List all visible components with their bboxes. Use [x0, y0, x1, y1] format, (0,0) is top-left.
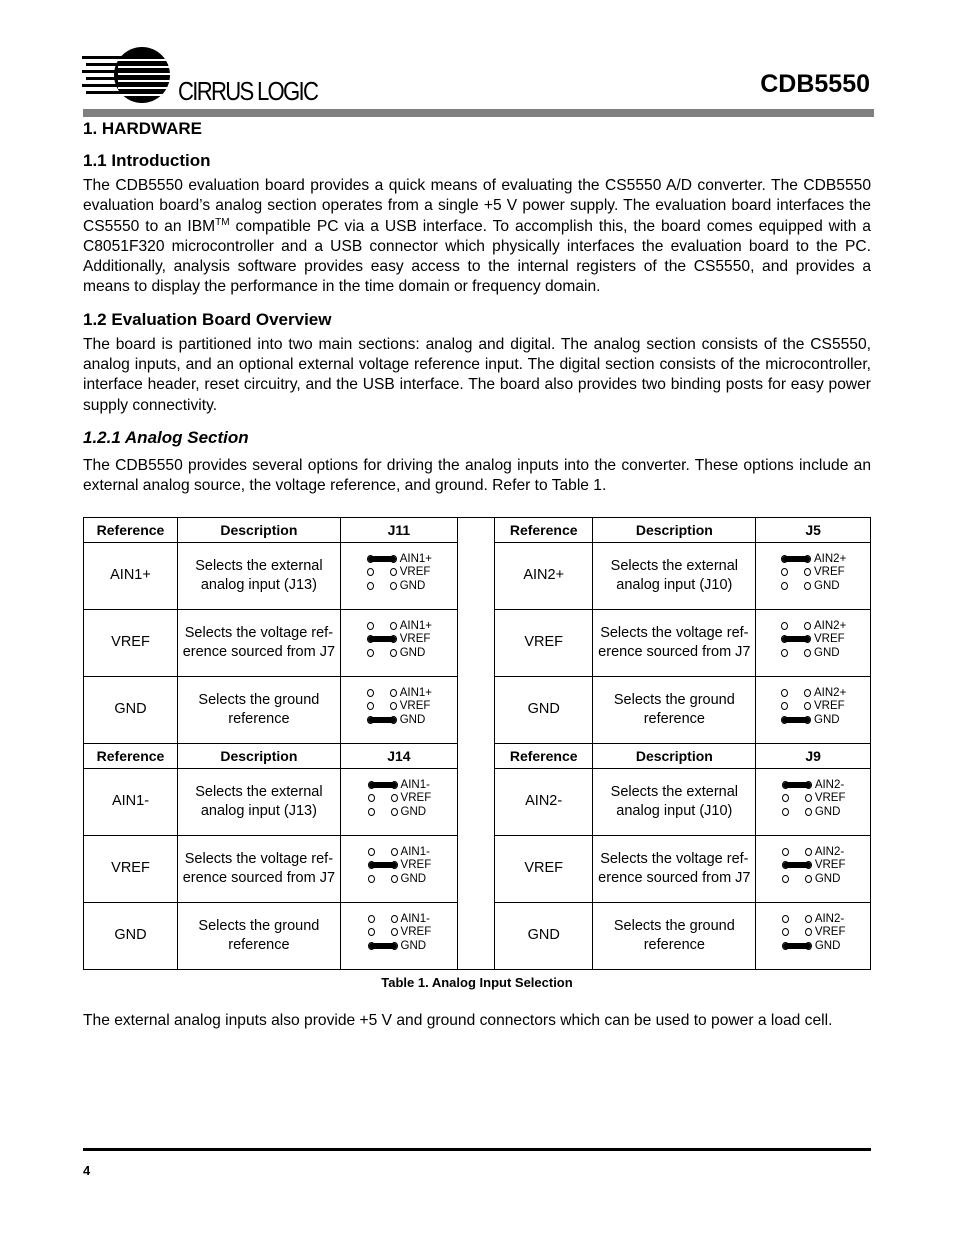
pin-icon [782, 848, 789, 856]
jumper-pins [780, 566, 814, 579]
jumper-pins [367, 806, 401, 819]
section-heading: 1.2.1 Analog Section [83, 427, 249, 447]
closing-paragraph: The external analog inputs also provide +5 V and ground connectors which can be used to power a load cell. [83, 1011, 833, 1029]
jumper-row [367, 940, 432, 954]
pin-icon [804, 582, 811, 590]
jumper-label: AIN1+ [399, 686, 433, 699]
jumper-label: GND [400, 939, 427, 952]
jumper-row [780, 620, 846, 634]
jumper-diagram [781, 779, 846, 820]
pin-icon [390, 582, 397, 590]
pin-icon [781, 622, 788, 630]
jumper-label: GND [400, 872, 427, 885]
header-row [495, 743, 871, 768]
jumper-pins [781, 940, 815, 953]
reference-cell: GND [84, 676, 178, 743]
overview-paragraph: The board is partitioned into two main sections: analog and digital. The analog section consists of the CS5550, analog inputs, and an optional external voltage reference input. The digital section consists of the microcontroller, interface header, reset circuitry, and the USB interface. The board also provides two binding posts for easy power supply connectivity. [83, 335, 871, 414]
cirrus-logic-logo [82, 46, 332, 106]
reference-cell: AIN1+ [84, 542, 178, 609]
pin-icon [805, 875, 812, 883]
jumper-label: AIN2+ [814, 686, 847, 699]
pin-icon [390, 622, 397, 630]
jumper-label: AIN1- [400, 778, 430, 791]
jumper-row [366, 700, 432, 714]
pin-icon [782, 794, 789, 802]
jumper-label: GND [814, 646, 840, 659]
pin-icon [804, 702, 811, 710]
pin-icon [367, 582, 374, 590]
jumper-row [367, 859, 432, 873]
pin-icon [805, 848, 812, 856]
reference-cell: GND [495, 902, 593, 969]
jumper-label: GND [400, 805, 427, 818]
jumper-row [366, 714, 432, 728]
jumper-cell [756, 835, 871, 902]
jumper-row [780, 714, 846, 728]
jumper-label: VREF [400, 926, 432, 939]
jumper-pins [367, 846, 401, 859]
jumper-pins [366, 633, 400, 646]
jumper-label: AIN2- [814, 912, 845, 925]
jumper-pins [780, 633, 814, 646]
table-spacer [458, 517, 494, 970]
analog-input-table-right [494, 517, 871, 970]
pin-icon [368, 808, 375, 816]
jumper-pins [781, 913, 815, 926]
description-cell: Selects the voltage ref-erence sourced from J7 [178, 835, 341, 902]
jumper-diagram [780, 620, 846, 661]
pin-icon [367, 568, 374, 576]
jumper-pins [367, 779, 401, 792]
table-row [84, 609, 458, 676]
content-column [83, 119, 871, 1031]
table-row [84, 542, 458, 609]
jumper-row [780, 647, 846, 661]
jumper-label: VREF [399, 700, 431, 713]
jumper-row [781, 940, 846, 954]
jumper-row [367, 806, 432, 820]
column-header: Description [178, 517, 341, 542]
jumper-diagram [780, 553, 846, 594]
jumper-pins [781, 846, 815, 859]
jumper-pins [367, 913, 401, 926]
pin-icon [390, 568, 397, 576]
jumper-cell [340, 609, 457, 676]
pin-icon [368, 848, 375, 856]
jumper-pins [367, 926, 401, 939]
jumper-cell [340, 768, 457, 835]
jumper-pins [366, 620, 400, 633]
pin-icon [781, 649, 788, 657]
jumper-diagram [781, 913, 846, 954]
jumper-pins [366, 687, 400, 700]
jumper-row [780, 700, 846, 714]
pin-icon [805, 915, 812, 923]
jumper-shunt-icon [782, 717, 810, 723]
jumper-row [781, 806, 846, 820]
jumper-pins [780, 647, 814, 660]
analog-input-table-left [83, 517, 458, 970]
jumper-label: AIN1- [400, 845, 430, 858]
description-cell: Selects the voltage ref-erence sourced from J7 [178, 609, 341, 676]
header-row [495, 517, 871, 542]
pin-icon [391, 928, 398, 936]
jumper-cell [340, 676, 457, 743]
column-header: J9 [756, 743, 871, 768]
table-row [495, 609, 871, 676]
pin-icon [367, 622, 374, 630]
section-heading: 1.2 Evaluation Board Overview [83, 309, 332, 329]
jumper-diagram [366, 620, 432, 661]
jumper-pins [780, 687, 814, 700]
pin-icon [804, 568, 811, 576]
table-row [495, 902, 871, 969]
description-cell: Selects the voltage ref-erence sourced from J7 [593, 609, 756, 676]
reference-cell: VREF [495, 609, 593, 676]
jumper-label: AIN2- [814, 845, 845, 858]
jumper-row [366, 633, 432, 647]
jumper-row [367, 779, 432, 793]
reference-cell: VREF [84, 835, 178, 902]
document-title: CDB5550 [760, 70, 870, 98]
jumper-diagram [780, 687, 846, 728]
jumper-shunt-icon [783, 782, 811, 788]
pin-icon [391, 794, 398, 802]
pin-icon [804, 622, 811, 630]
description-cell: Selects the ground reference [178, 902, 341, 969]
column-header: Reference [495, 743, 593, 768]
jumper-label: VREF [400, 792, 432, 805]
jumper-diagram [366, 687, 432, 728]
jumper-label: AIN2+ [814, 552, 847, 565]
column-header: Description [593, 743, 756, 768]
pin-icon [804, 649, 811, 657]
jumper-pins [366, 553, 400, 566]
jumper-shunt-icon [783, 943, 811, 949]
jumper-row [366, 620, 432, 634]
jumper-label: GND [399, 579, 426, 592]
jumper-label: VREF [814, 926, 846, 939]
jumper-pins [366, 580, 400, 593]
jumper-pins [367, 792, 401, 805]
pin-icon [391, 875, 398, 883]
jumper-pins [781, 926, 815, 939]
pin-icon [390, 649, 397, 657]
jumper-row [781, 913, 846, 927]
jumper-diagram [367, 913, 432, 954]
jumper-shunt-icon [368, 556, 396, 562]
jumper-shunt-icon [369, 943, 397, 949]
logo-mark-icon [82, 46, 177, 104]
table-row [495, 676, 871, 743]
section-heading: 1. HARDWARE [83, 119, 203, 138]
pin-icon [390, 702, 397, 710]
jumper-pins [781, 779, 815, 792]
pin-icon [368, 875, 375, 883]
pin-icon [805, 794, 812, 802]
pin-icon [367, 702, 374, 710]
table-row [84, 835, 458, 902]
jumper-label: AIN2+ [814, 619, 847, 632]
jumper-label: VREF [399, 633, 431, 646]
pin-icon [805, 928, 812, 936]
jumper-row [781, 779, 846, 793]
reference-cell: VREF [84, 609, 178, 676]
jumper-cell [340, 542, 457, 609]
pin-icon [782, 928, 789, 936]
description-cell: Selects the ground reference [593, 676, 756, 743]
analog-input-tables [83, 517, 871, 970]
header-row [84, 743, 458, 768]
column-header: J14 [340, 743, 457, 768]
pin-icon [781, 582, 788, 590]
reference-cell: AIN1- [84, 768, 178, 835]
jumper-label: AIN1+ [399, 552, 433, 565]
jumper-shunt-icon [369, 782, 397, 788]
jumper-diagram [367, 779, 432, 820]
jumper-label: GND [814, 872, 841, 885]
jumper-shunt-icon [368, 717, 396, 723]
description-cell: Selects the external analog input (J10) [593, 768, 756, 835]
description-cell: Selects the external analog input (J13) [178, 542, 341, 609]
jumper-row [367, 926, 432, 940]
jumper-cell [756, 609, 871, 676]
jumper-row [780, 566, 846, 580]
pin-icon [368, 915, 375, 923]
jumper-pins [366, 566, 400, 579]
trademark: TM [215, 216, 230, 228]
jumper-label: VREF [400, 859, 432, 872]
reference-cell: GND [495, 676, 593, 743]
pin-icon [782, 808, 789, 816]
pin-icon [782, 875, 789, 883]
jumper-row [780, 553, 846, 567]
pin-icon [781, 689, 788, 697]
description-cell: Selects the voltage ref-erence sourced from J7 [593, 835, 756, 902]
text: compatible PC via a USB interface. To accomplish this, the board comes equipped with a C8051F320 microcontroller and a USB connector which physically interfaces the evaluation board to the PC. Additionally, analysis software provides easy access to the internal registers of the CS5550, and provides a means to display the performance in the time domain or frequency domain. [83, 217, 871, 296]
pin-icon [367, 649, 374, 657]
jumper-row [367, 846, 432, 860]
jumper-row [780, 633, 846, 647]
text: The CDB5550 evaluation board provides a quick means of evaluating the CS5550 A/D converter. The CDB5550 evaluation board’s analog section operates from a single +5 V power supply. The evaluation board interfaces the CS5550 to an IBM [83, 177, 871, 235]
jumper-cell [756, 542, 871, 609]
jumper-shunt-icon [368, 636, 396, 642]
jumper-label: AIN1- [400, 912, 430, 925]
jumper-row [366, 580, 432, 594]
table-caption: Table 1. Analog Input Selection [381, 974, 573, 990]
table-row [495, 835, 871, 902]
pin-icon [390, 689, 397, 697]
page-number: 4 [83, 1163, 91, 1178]
logo-wordmark: CIRRUS LOGIC [178, 76, 318, 106]
jumper-diagram [367, 846, 432, 887]
jumper-pins [781, 792, 815, 805]
pin-icon [805, 808, 812, 816]
column-header: Description [593, 517, 756, 542]
jumper-label: VREF [399, 566, 431, 579]
reference-cell: AIN2+ [495, 542, 593, 609]
column-header: Reference [84, 517, 178, 542]
jumper-pins [366, 700, 400, 713]
pin-icon [391, 848, 398, 856]
pin-icon [391, 808, 398, 816]
jumper-cell [340, 902, 457, 969]
column-header: Reference [84, 743, 178, 768]
table-row [84, 902, 458, 969]
reference-cell: GND [84, 902, 178, 969]
jumper-pins [780, 580, 814, 593]
jumper-row [367, 913, 432, 927]
jumper-shunt-icon [782, 556, 810, 562]
jumper-label: GND [814, 805, 841, 818]
footer-divider [83, 1148, 871, 1151]
section-heading: 1.1 Introduction [83, 151, 211, 170]
jumper-pins [366, 714, 400, 727]
jumper-row [781, 873, 846, 887]
pin-icon [368, 794, 375, 802]
jumper-label: VREF [814, 700, 845, 713]
jumper-row [780, 687, 846, 701]
column-header: Description [178, 743, 341, 768]
jumper-row [780, 580, 846, 594]
jumper-row [367, 792, 432, 806]
jumper-pins [780, 620, 814, 633]
pin-icon [367, 689, 374, 697]
jumper-pins [366, 647, 400, 660]
jumper-pins [367, 859, 401, 872]
jumper-label: GND [399, 646, 426, 659]
jumper-cell [756, 902, 871, 969]
jumper-pins [367, 873, 401, 886]
header-divider [83, 109, 874, 117]
jumper-row [366, 553, 432, 567]
jumper-row [781, 846, 846, 860]
pin-icon [368, 928, 375, 936]
jumper-shunt-icon [782, 636, 810, 642]
jumper-shunt-icon [369, 862, 397, 868]
jumper-pins [780, 714, 814, 727]
jumper-row [366, 566, 432, 580]
jumper-diagram [366, 553, 432, 594]
jumper-row [781, 926, 846, 940]
description-cell: Selects the ground reference [178, 676, 341, 743]
jumper-cell [340, 835, 457, 902]
column-header: J5 [756, 517, 871, 542]
pin-icon [782, 915, 789, 923]
pin-icon [781, 568, 788, 576]
pin-icon [781, 702, 788, 710]
jumper-pins [367, 940, 401, 953]
jumper-label: VREF [814, 792, 846, 805]
description-cell: Selects the external analog input (J13) [178, 768, 341, 835]
jumper-row [367, 873, 432, 887]
jumper-label: GND [814, 579, 840, 592]
table-row [495, 542, 871, 609]
column-header: Reference [495, 517, 593, 542]
analog-paragraph: The CDB5550 provides several options for driving the analog inputs into the converter. These options include an external analog source, the voltage reference, and ground. Refer to Table 1. [83, 456, 871, 495]
jumper-label: GND [814, 939, 841, 952]
jumper-label: VREF [814, 859, 846, 872]
description-cell: Selects the ground reference [593, 902, 756, 969]
jumper-label: VREF [814, 633, 845, 646]
jumper-cell [756, 768, 871, 835]
column-header: J11 [340, 517, 457, 542]
jumper-row [781, 792, 846, 806]
table-row [84, 676, 458, 743]
jumper-row [781, 859, 846, 873]
table-row [84, 768, 458, 835]
jumper-pins [780, 700, 814, 713]
pin-icon [804, 689, 811, 697]
pin-icon [391, 915, 398, 923]
jumper-label: VREF [814, 566, 845, 579]
jumper-cell [756, 676, 871, 743]
jumper-label: GND [399, 713, 426, 726]
jumper-label: GND [814, 713, 840, 726]
reference-cell: AIN2- [495, 768, 593, 835]
jumper-pins [780, 553, 814, 566]
jumper-label: AIN2- [814, 778, 845, 791]
jumper-shunt-icon [783, 862, 811, 868]
jumper-pins [781, 859, 815, 872]
reference-cell: VREF [495, 835, 593, 902]
header-row [84, 517, 458, 542]
table-row [495, 768, 871, 835]
description-cell: Selects the external analog input (J10) [593, 542, 756, 609]
jumper-diagram [781, 846, 846, 887]
jumper-pins [781, 806, 815, 819]
jumper-label: AIN1+ [399, 619, 433, 632]
jumper-pins [781, 873, 815, 886]
jumper-row [366, 687, 432, 701]
intro-paragraph [83, 176, 871, 298]
jumper-row [366, 647, 432, 661]
